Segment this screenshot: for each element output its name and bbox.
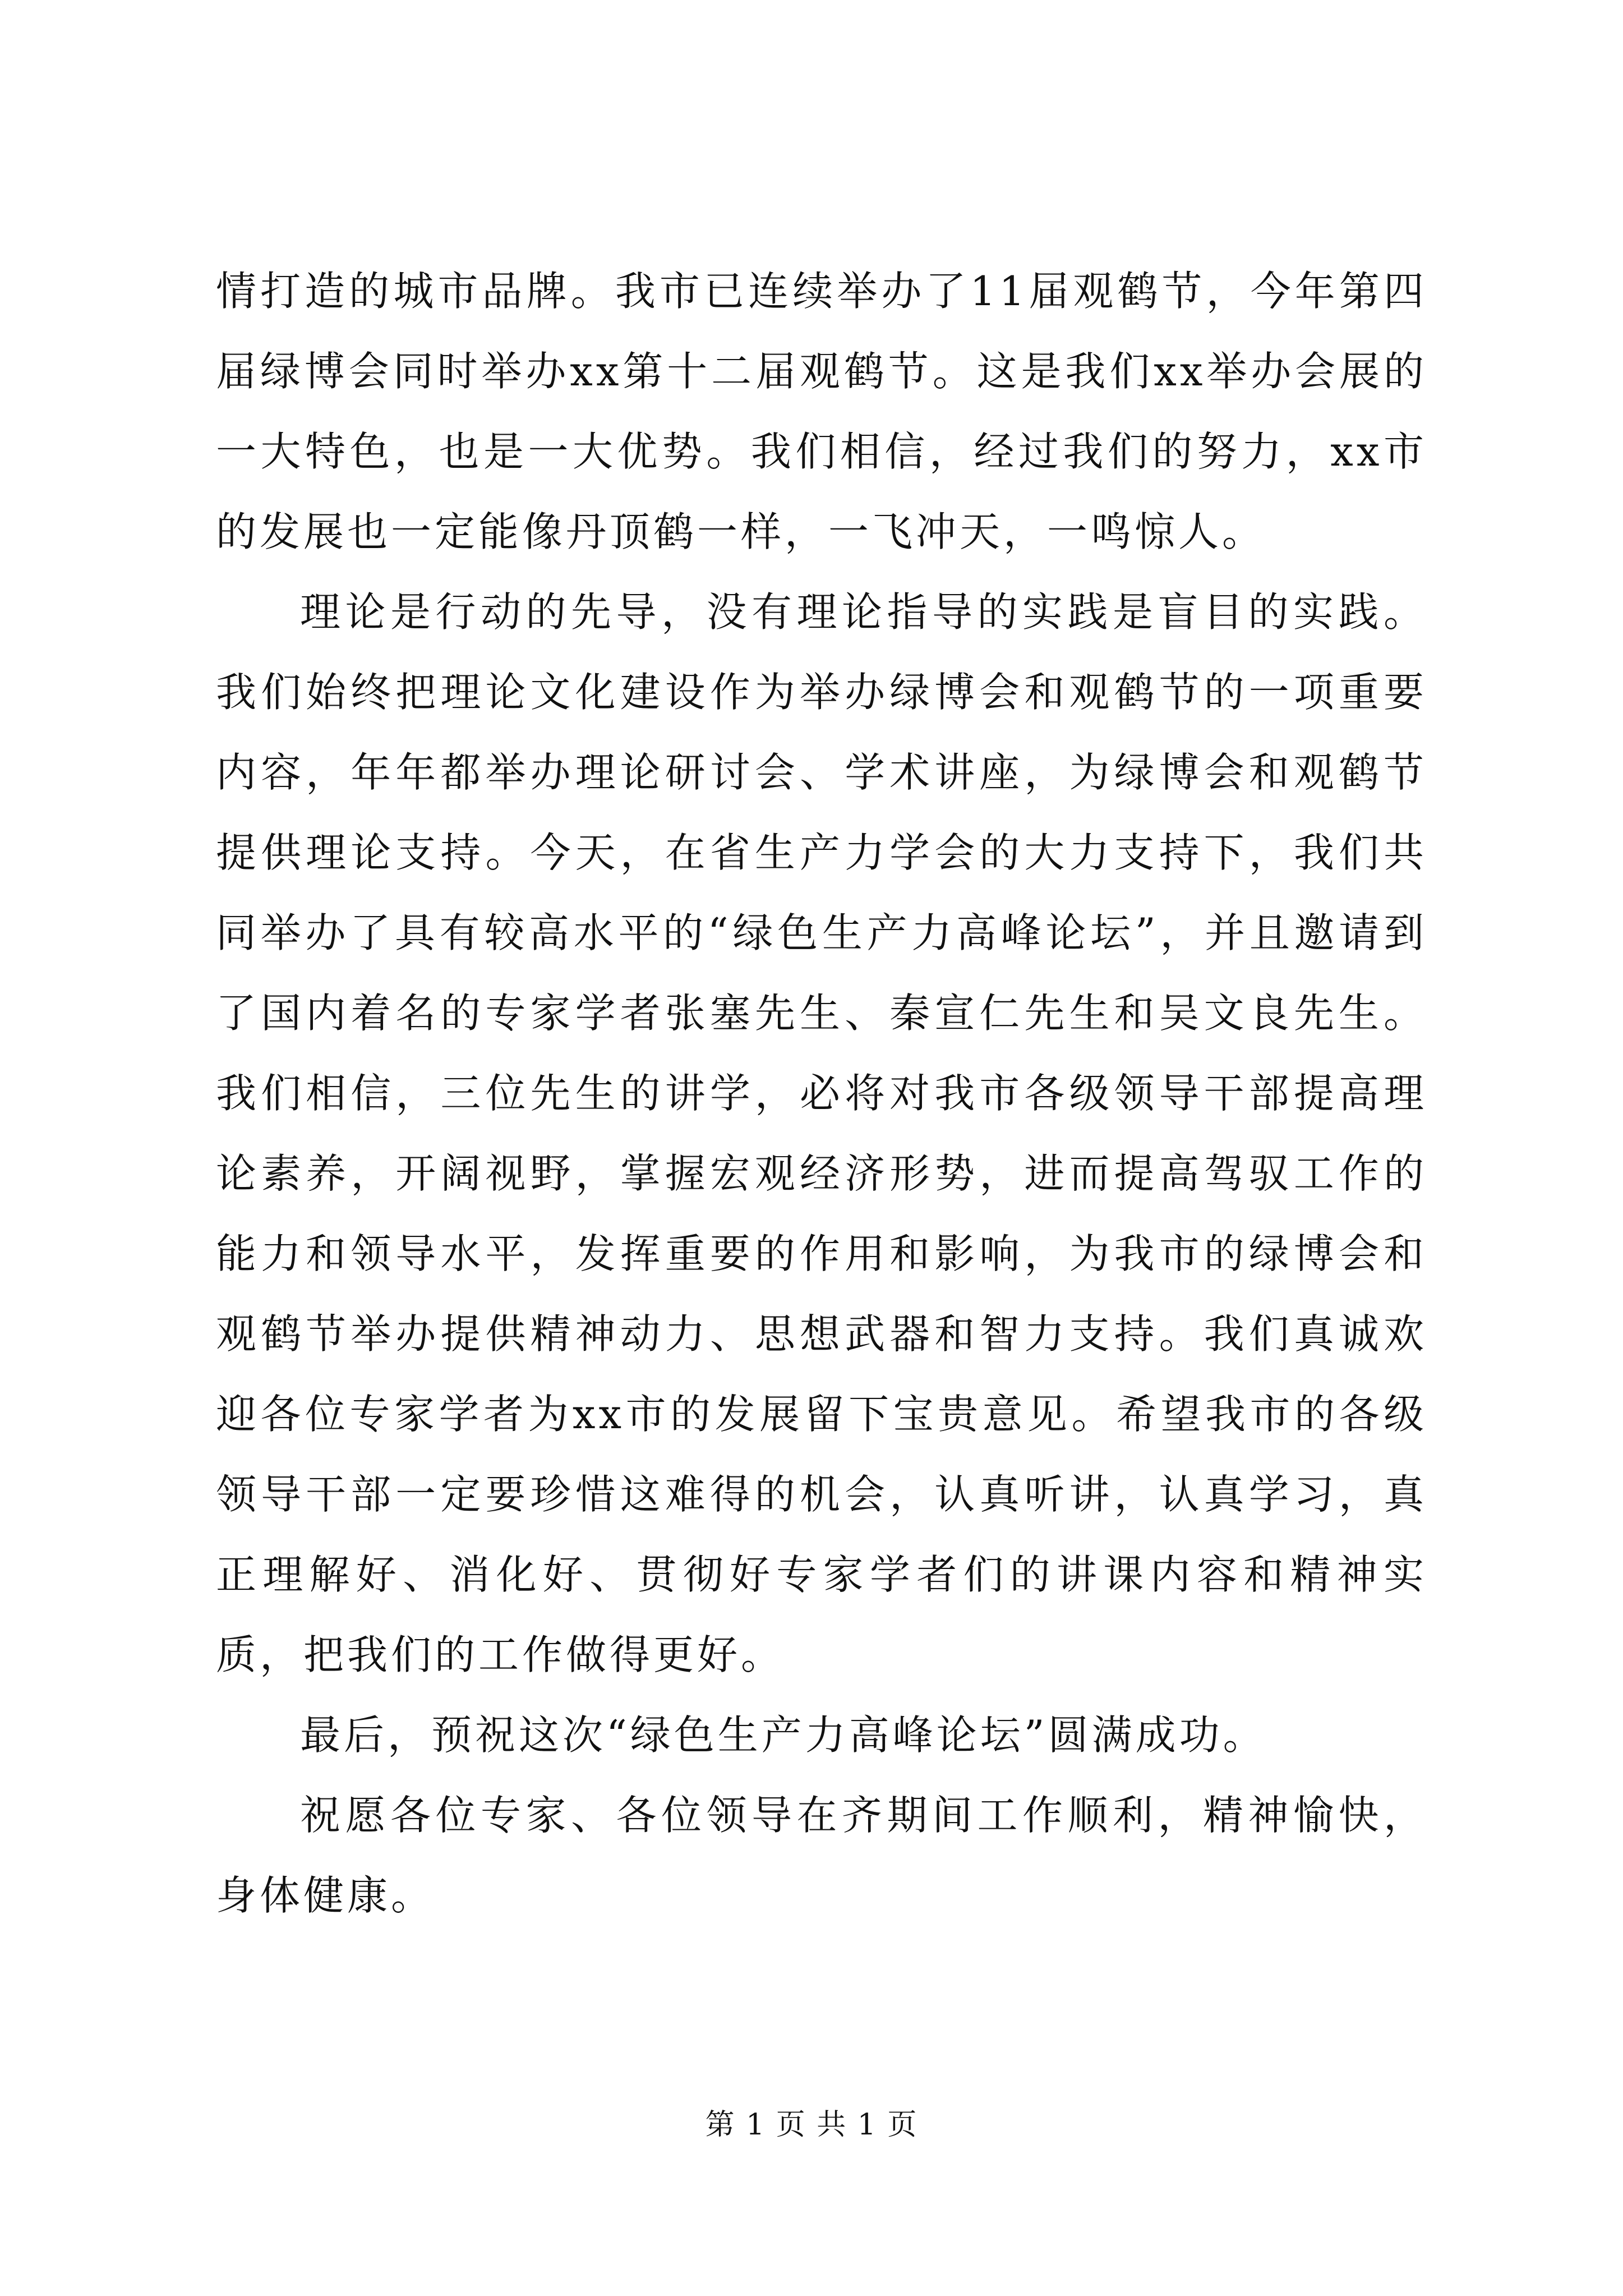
paragraph-blessing: 祝愿各位专家、各位领导在齐期间工作顺利，精神愉快，身体健康。: [216, 1792, 1427, 1919]
document-body: [216, 251, 1427, 1936]
page-number-footer: 第 1 页 共 1 页: [705, 2108, 918, 2142]
paragraph-closing-wish: 最后，预祝这次“绿色生产力高峰论坛”圆满成功。: [300, 1711, 1267, 1759]
paragraph-theory: 理论是行动的先导，没有理论指导的实践是盲目的实践。我们始终把理论文化建设作为举办绿博会和观鹤节的一项重要内容，年年都举办理论研讨会、学术讲座，为绿博会和观鹤节提供理论支持。今天，在省生产力学会的大力支持下，我们共同举办了具有较高水平的“绿色生产力高峰论坛”，并且邀请到了国内着名的专家学者张塞先生、秦宣仁先生和吴文良先生。我们相信，三位先生的讲学，必将对我市各级领导干部提高理论素养，开阔视野，掌握宏观经济形势，进而提高驾驭工作的能力和领导水平，发挥重要的作用和影响，为我市的绿博会和观鹤节举办提供精神动力、思想武器和智力支持。我们真诚欢迎各位专家学者为xx市的发展留下宝贵意见。希望我市的各级领导干部一定要珍惜这难得的机会，认真听讲，认真学习，真正理解好、消化好、贯彻好专家学者们的讲课内容和精神实质，把我们的工作做得更好。: [216, 588, 1427, 1678]
paragraph-continuation: 情打造的城市品牌。我市已连续举办了11届观鹤节，今年第四届绿博会同时举办xx第十二届观鹤节。这是我们xx举办会展的一大特色，也是一大优势。我们相信，经过我们的努力，xx市的发展也一定能像丹顶鹤一样，一飞冲天，一鸣惊人。: [216, 268, 1427, 555]
